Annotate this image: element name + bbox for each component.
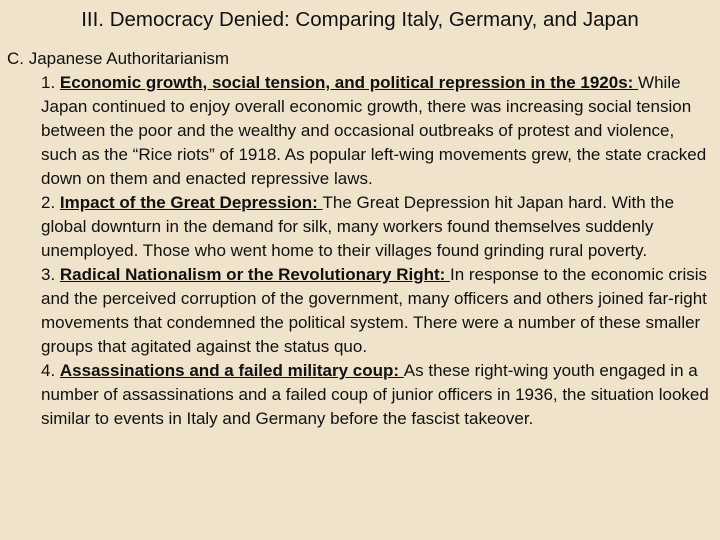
slide-title: III. Democracy Denied: Comparing Italy, Germany, and Japan [81, 8, 639, 31]
item-heading: Economic growth, social tension, and political repression in the 1920s: [59, 73, 639, 92]
item-number: 3. [41, 265, 60, 284]
item-number: 2. [41, 193, 60, 212]
list-item [41, 359, 713, 431]
list-item [41, 263, 713, 359]
item-heading: Impact of the Great Depression: [59, 193, 323, 212]
item-list [41, 71, 713, 431]
item-heading: Assassinations and a failed military coup: [59, 361, 404, 380]
slide-content [7, 47, 717, 431]
list-item [41, 71, 713, 191]
item-text: As these right-wing youth engaged in a number of assassinations and a failed coup of junior officers in 1936, the situation looked similar to events in Italy and Germany before the fascist takeover. [41, 361, 709, 428]
item-heading: Radical Nationalism or the Revolutionary Right: [59, 265, 451, 284]
item-text: The Great Depression hit Japan hard. With the global downturn in the demand for silk, many workers found themselves suddenly unemployed. Those who went home to their villages found grinding rural poverty. [41, 193, 675, 260]
item-number: 1. [41, 73, 60, 92]
section-heading: C. Japanese Authoritarianism [7, 49, 230, 68]
list-item [41, 191, 713, 263]
item-text: In response to the economic crisis and the perceived corruption of the government, many officers and others joined far-right movements that condemned the political system. There were a number of these smaller groups that agitated against the status quo. [41, 265, 708, 356]
item-text: While Japan continued to enjoy overall economic growth, there was increasing social tension between the poor and the wealthy and occasional outbreaks of protest and violence, such as the “Rice riots” of 1918. As popular left-wing movements grew, the state cracked down on them and enacted repressive laws. [41, 73, 707, 188]
item-number: 4. [41, 361, 60, 380]
